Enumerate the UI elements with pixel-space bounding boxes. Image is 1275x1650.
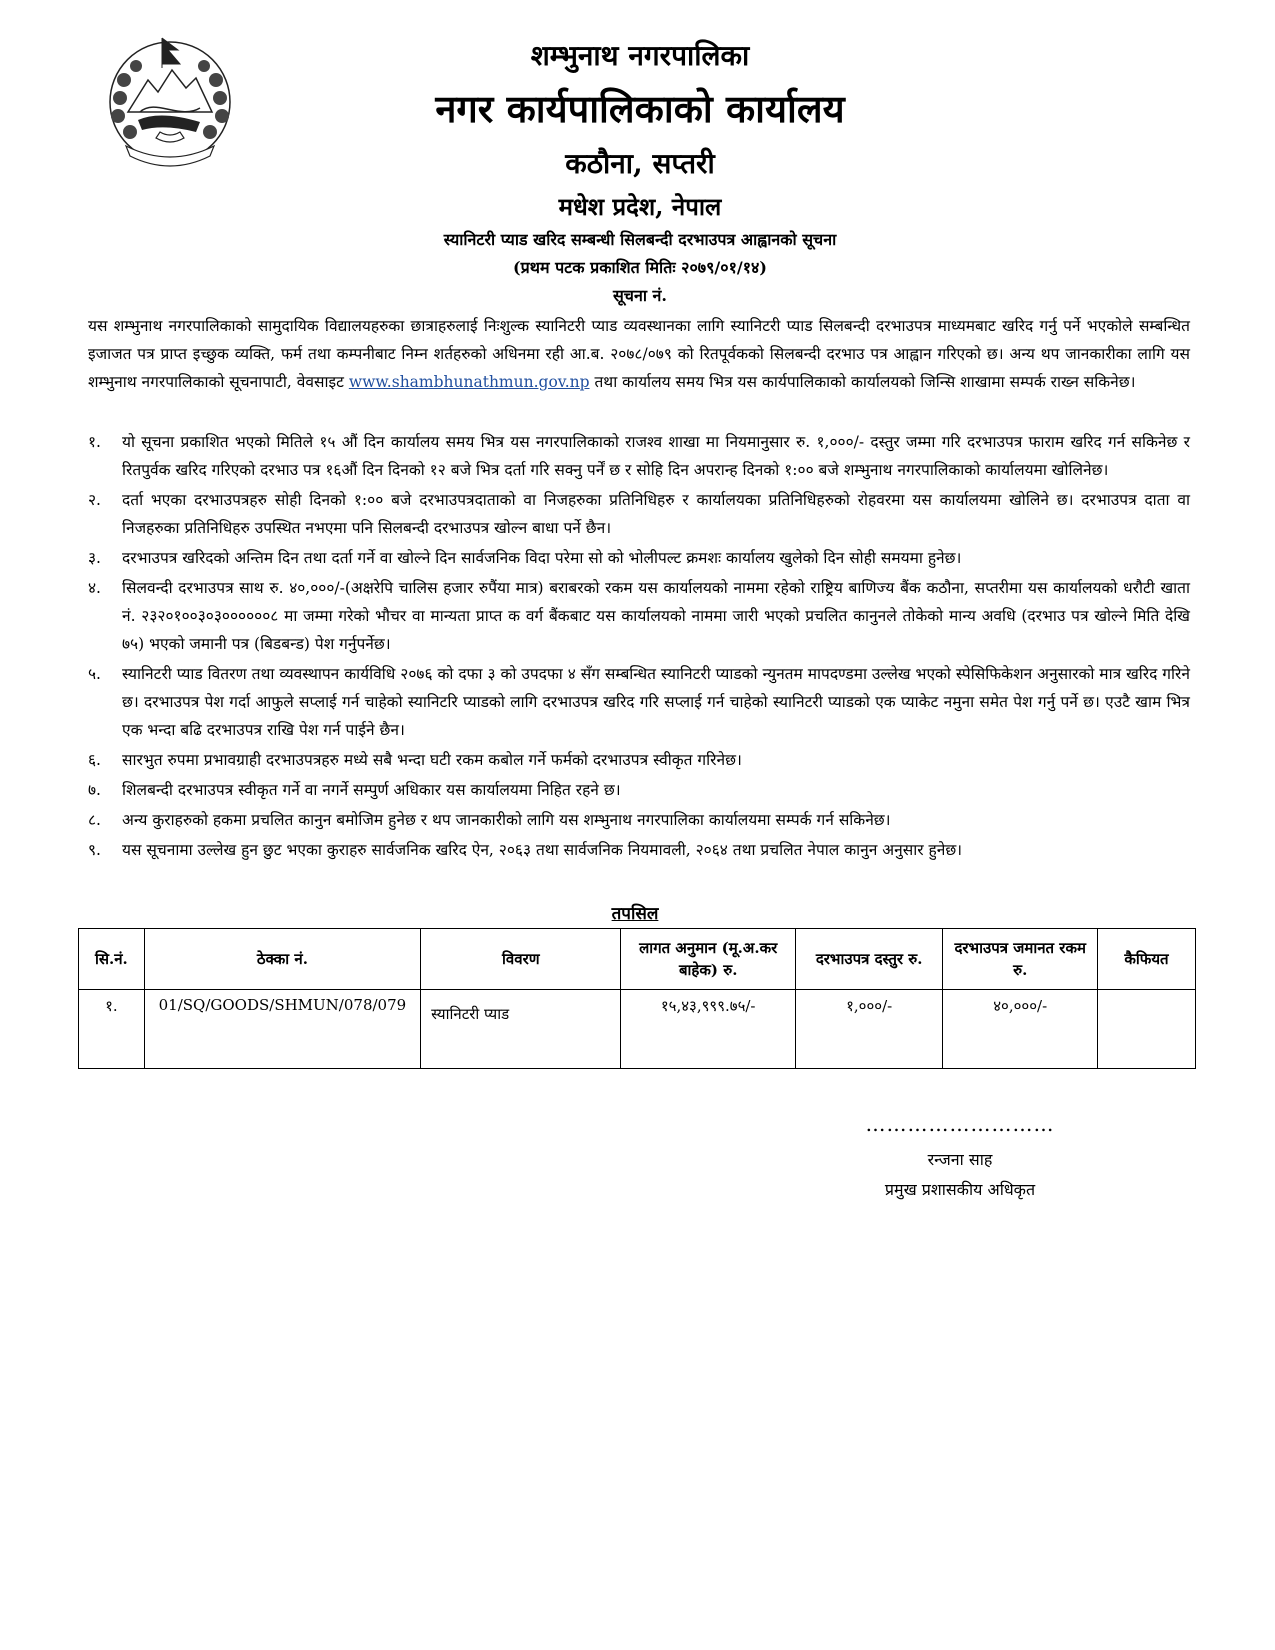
first-published-date: (प्रथम पटक प्रकाशित मितिः २०७९/०१/१४) [513, 258, 767, 277]
signatory-name: रन्जना साह [927, 1150, 993, 1169]
cell-sn: १. [79, 990, 145, 1069]
table-row [79, 990, 1196, 1069]
cell-contract-no: 01/SQ/GOODS/SHMUN/078/079 [144, 990, 420, 1069]
col-header-remarks: कैफियत [1098, 929, 1196, 990]
intro-text-part2: तथा कार्यालय समय भित्र यस कार्यपालिकाको कार्यालयको जिन्सि शाखामा सम्पर्क राख्न सकिनेछ। [594, 373, 1136, 391]
clause-text: यो सूचना प्रकाशित भएको मितिले १५ औं दिन कार्यालय समय भित्र यस नगरपालिकाको राजश्व शाखा मा नियमानुसार रु. १,०००/- दस्तुर जम्मा गरि दरभाउपत्र फाराम खरिद गर्न सकिनेछ र रितपुर्वक खरिद गरिएको दरभाउ पत्र १६औं दिन दिनको १२ बजे भित्र दर्ता गरि सक्नु पर्नें छ र सोहि दिन अपरान्ह दिनको १:०० बजे शम्भुनाथ नगरपालिकाको कार्यालयमा खोलिनेछ। [122, 433, 1190, 479]
clause-text: स्यानिटरी प्याड वितरण तथा व्यवस्थापन कार्यविधि २०७६ को दफा ३ को उपदफा ४ सँग सम्बन्धित स्यानिटरी प्याडको न्युनतम मापदण्डमा उल्लेख भएको स्पेसिफिकेशन अनुसारको मात्र खरिद गरिने छ। दरभाउपत्र पेश गर्दा आफुले सप्लाई गर्न चाहेको स्यानिटरि प्याडको लागि दरभाउपत्र खरिद गरि सप्लाई गर्न चाहेको स्यानिटरी प्याडको एक प्याकेट नमुना समेत पेश गर्नु पर्ने छ। एउटै खाम भित्र एक भन्दा बढि दरभाउपत्र राखि पेश गर्न पाईने छैन। [122, 665, 1190, 739]
col-header-contract-no: ठेक्का नं. [144, 929, 420, 990]
cell-description: स्यानिटरी प्याड [421, 990, 621, 1069]
col-header-sn: सि.नं. [79, 929, 145, 990]
municipality-name: शम्भुनाथ नगरपालिका [530, 39, 750, 72]
notice-title: स्यानिटरी प्याड खरिद सम्बन्धी सिलबन्दी दरभाउपत्र आह्वानको सूचना [443, 230, 837, 249]
clause-item [88, 660, 1190, 744]
intro-paragraph [88, 312, 1190, 396]
intro-text-part1: यस शम्भुनाथ नगरपालिकाको सामुदायिक विद्यालयहरुका छात्राहरुलाई निःशुल्क स्यानिटरी प्याड व्यवस्थानका लागि स्यानिटरी प्याड सिलबन्दी दरभाउपत्र माध्यमबाट खरिद गर्नु पर्ने भएकोले सम्बन्धित इजाजत पत्र प्राप्त इच्छुक व्यक्ति, फर्म तथा कम्पनीबाट निम्न शर्तहरुको अधिनमा रही आ.ब. २०७८/०७९ को रितपूर्वकको सिलबन्दी दरभाउ पत्र आह्वान गरिएको छ। अन्य थप जानकारीका लागि यस शम्भुनाथ नगरपालिकाको सूचनापाटी, वेवसाइट [88, 317, 1190, 391]
province-name: मधेश प्रदेश, नेपाल [558, 192, 722, 221]
signatory-title: प्रमुख प्रशासकीय अधिकृत [884, 1180, 1036, 1199]
clause-item [88, 836, 1190, 864]
clause-item [88, 428, 1190, 484]
col-header-description: विवरण [421, 929, 621, 990]
cell-remarks [1098, 990, 1196, 1069]
office-name: नगर कार्यपालिकाको कार्यालय [435, 86, 845, 131]
clause-number: ९. [88, 841, 101, 859]
cell-bid-fee: १,०००/- [795, 990, 943, 1069]
clause-item [88, 544, 1190, 572]
clause-item [88, 776, 1190, 804]
col-header-bid-fee: दरभाउपत्र दस्तुर रु. [795, 929, 943, 990]
website-link[interactable]: www.shambhunathmun.gov.np [348, 373, 590, 391]
schedule-title: तपसिल [611, 904, 659, 924]
clause-text: दर्ता भएका दरभाउपत्रहरु सोही दिनको १:०० बजे दरभाउपत्रदाताको वा निजहरुका प्रतिनिधिहरु र कार्यालयका प्रतिनिधिहरुको रोहवरमा यस कार्यालयमा खोलिने छ। दरभाउपत्र दाता वा निजहरुका प्रतिनिधिहरु उपस्थित नभएमा पनि सिलबन्दी दरभाउपत्र खोल्न बाधा पर्ने छैन। [122, 491, 1190, 537]
clause-item [88, 806, 1190, 834]
clause-number: ४. [88, 579, 101, 597]
notice-number: सूचना नं. [612, 286, 668, 305]
clause-item [88, 574, 1190, 658]
clause-text: यस सूचनामा उल्लेख हुन छुट भएका कुराहरु सार्वजनिक खरिद ऐन, २०६३ तथा सार्वजनिक नियमावली, २०६४ तथा प्रचलित नेपाल कानुन अनुसार हुनेछ। [122, 841, 963, 859]
clause-number: २. [88, 491, 101, 509]
schedule-table [78, 928, 1196, 1069]
clause-number: ७. [88, 781, 101, 799]
nepal-emblem-icon [100, 28, 240, 170]
table-header-row [79, 929, 1196, 990]
clause-item [88, 746, 1190, 774]
clause-item [88, 486, 1190, 542]
clause-number: ३. [88, 549, 101, 567]
clause-number: १. [88, 433, 101, 451]
office-location: कठौना, सप्तरी [565, 147, 715, 180]
cell-cost-estimate: १५,४३,९९९.७५/- [621, 990, 795, 1069]
clause-text: दरभाउपत्र खरिदको अन्तिम दिन तथा दर्ता गर्ने वा खोल्ने दिन सार्वजनिक विदा परेमा सो को भोलीपल्ट क्रमशः कार्यालय खुलेको दिन सोही समयमा हुनेछ। [122, 549, 962, 567]
col-header-bid-bond: दरभाउपत्र जमानत रकम रु. [943, 929, 1098, 990]
clauses-list [88, 428, 1190, 866]
signature-line: ……………………… [865, 1112, 1055, 1136]
clause-text: सारभुत रुपमा प्रभावग्राही दरभाउपत्रहरु मध्ये सबै भन्दा घटी रकम कबोल गर्ने फर्मको दरभाउपत्र स्वीकृत गरिनेछ। [122, 751, 742, 769]
col-header-cost-estimate: लागत अनुमान (मू.अ.कर बाहेक) रु. [621, 929, 795, 990]
clause-text: शिलबन्दी दरभाउपत्र स्वीकृत गर्ने वा नगर्ने सम्पुर्ण अधिकार यस कार्यालयमा निहित रहने छ। [122, 781, 621, 799]
cell-bid-bond: ४०,०००/- [943, 990, 1098, 1069]
clause-text: सिलवन्दी दरभाउपत्र साथ रु. ४०,०००/-(अक्षरेपि चालिस हजार रुपैंया मात्र) बराबरको रकम यस कार्यालयको नाममा रहेको राष्ट्रिय बाणिज्य बैंक कठौना, सप्तरीमा यस कार्यालयको धरौटी खाता नं. २३२०१००३०३००००००८ मा जम्मा गरेको भौचर वा मान्यता प्राप्त क वर्ग बैंकबाट यस कार्यालयको नाममा जारी भएको प्रचलित कानुनले तोकेको मान्य अवधि (दरभाउ पत्र खोल्ने मिति देखि ७५) भएको जमानी पत्र (बिडबन्ड) पेश गर्नुपर्नेछ। [122, 579, 1190, 653]
clause-number: ५. [88, 665, 101, 683]
clause-text: अन्य कुराहरुको हकमा प्रचलित कानुन बमोजिम हुनेछ र थप जानकारीको लागि यस शम्भुनाथ नगरपालिका कार्यालयमा सम्पर्क गर्न सकिनेछ। [122, 811, 891, 829]
clause-number: ८. [88, 811, 101, 829]
clause-number: ६. [88, 751, 101, 769]
